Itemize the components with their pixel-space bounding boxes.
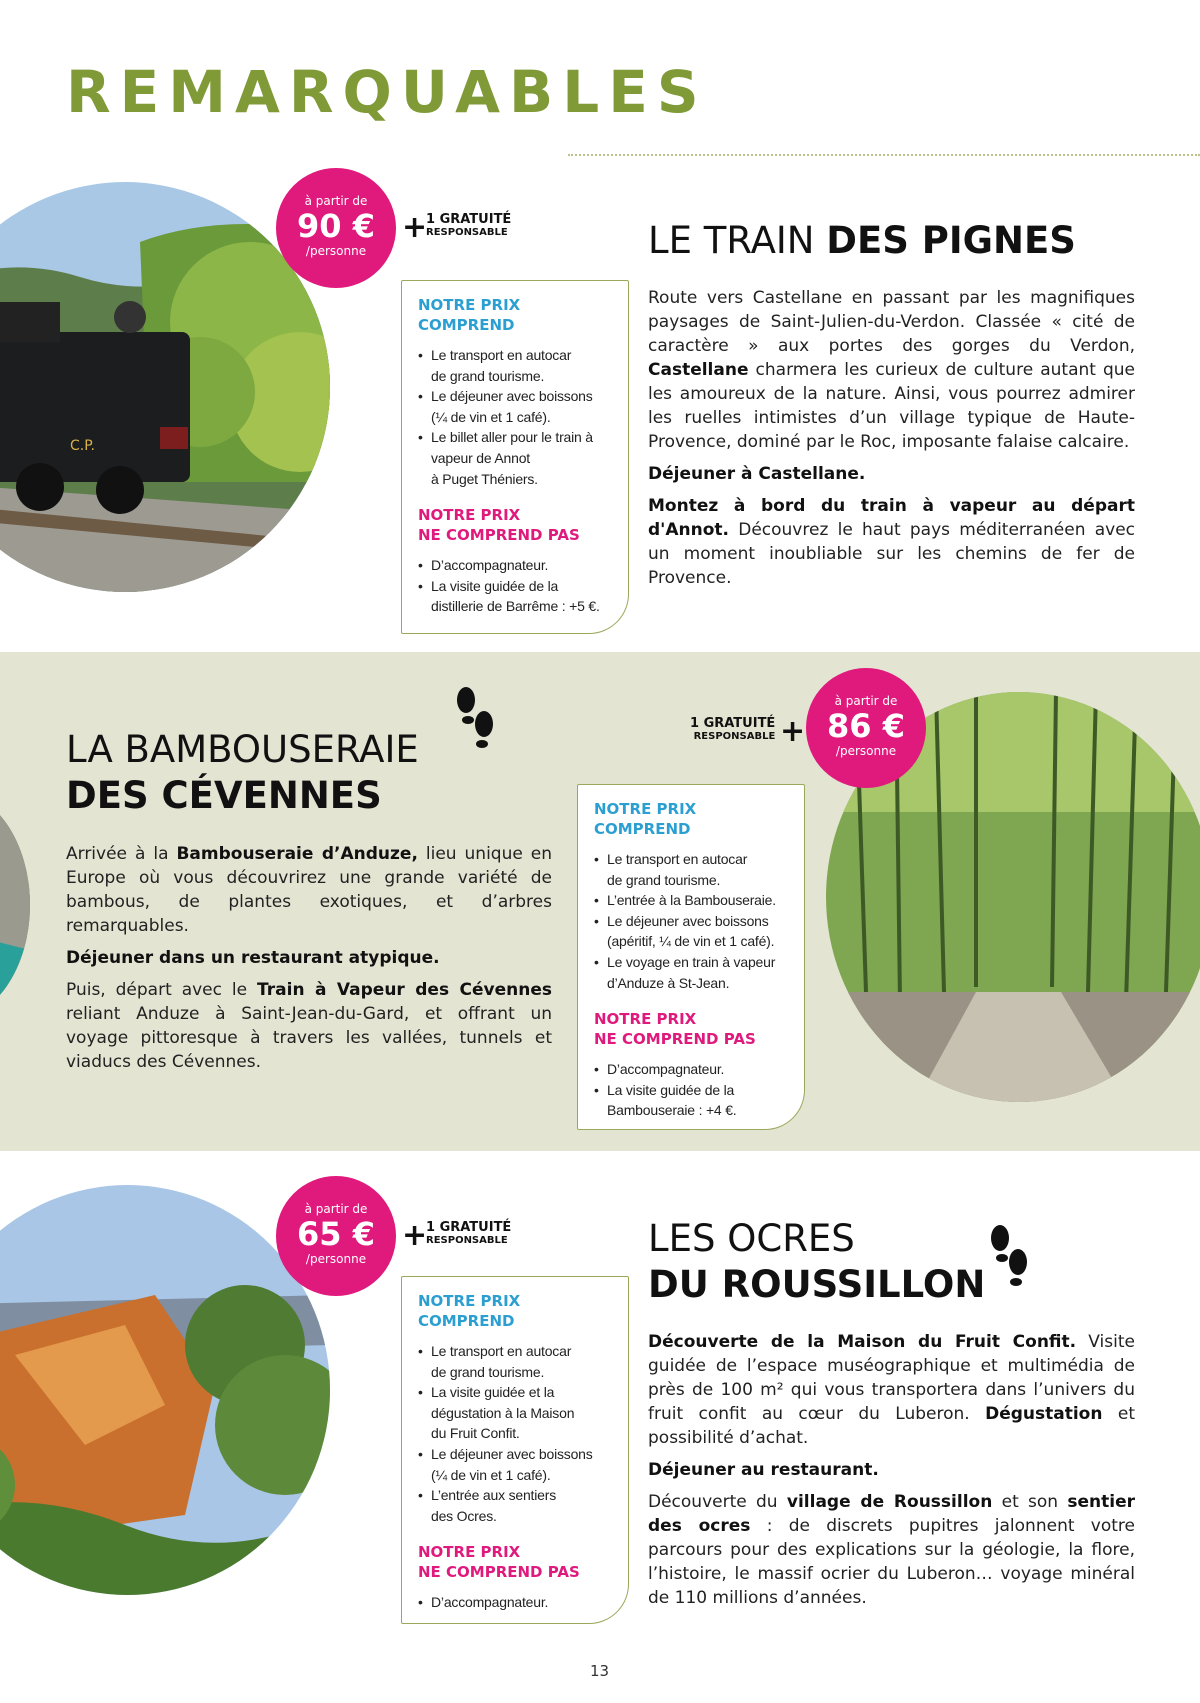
list-item: de grand tourisme.	[431, 367, 545, 384]
text-bold: Bambouseraie d’Anduze,	[176, 844, 418, 864]
title-line1: LA BAMBOUSERAIE	[66, 728, 419, 771]
includes-list	[418, 1341, 612, 1526]
heading-line: NOTRE PRIX	[594, 1010, 697, 1029]
includes-list	[418, 345, 612, 489]
gratuite-label	[402, 1218, 512, 1253]
gratuite-line2: RESPONSABLE	[426, 227, 508, 238]
list-item: • D’accompagnateur.	[594, 1059, 788, 1080]
excludes-heading	[594, 1009, 788, 1049]
section-title	[648, 218, 1076, 264]
excludes-heading	[418, 1542, 612, 1582]
title-line2: DES CÉVENNES	[66, 774, 382, 817]
excludes-list	[418, 1592, 612, 1613]
text-bold: Dégustation	[985, 1404, 1103, 1424]
excludes-list	[418, 555, 612, 617]
list-item: distillerie de Barrême : +5 €.	[431, 598, 600, 615]
list-item: • Le transport en autocar	[418, 1341, 612, 1362]
text-bold: Montez à bord du train à vapeur au départ d'Annot.	[648, 496, 1135, 540]
text-span: lieu unique en Europe où vous découvrirez une grande variété de bambous, de plantes exotiques, et d’arbres remarquables.	[66, 844, 553, 936]
gratuite-line1: 1 GRATUITÉ	[690, 716, 776, 731]
svg-text:C.P.: C.P.	[70, 438, 95, 454]
list-item: • Le transport en autocar	[418, 345, 612, 366]
gratuite-line1: 1 GRATUITÉ	[426, 1220, 512, 1235]
text-span: Arrivée à la	[66, 844, 177, 864]
heading-line: NOTRE PRIX	[418, 1543, 521, 1562]
price-details-box	[577, 784, 805, 1130]
text-bold: village de Roussillon	[786, 1492, 993, 1512]
list-item: • La visite guidée de la	[594, 1080, 788, 1101]
title-light: LE TRAIN	[648, 219, 827, 262]
includes-heading	[418, 1291, 612, 1331]
page-title: REMARQUABLES	[66, 58, 708, 126]
footprints-icon	[452, 684, 498, 754]
price-from-label: à partir de	[834, 694, 898, 708]
text-span: charmera les curieux de culture autant que les amoureux de la nature. Ainsi, vous pourrez admirer les ruelles intimistes d’un village typique de Haute-Provence, dominé par le Roc, imposante falaise calcaire.	[648, 360, 1135, 452]
text-span: Visite guidée de l’espace muséographique et multimédia de près de 100 m² qui vous transportera dans l’univers du fruit confit au cœur du Luberon.	[648, 1332, 1135, 1424]
text-span: : de discrets pupitres jalonnent votre parcours pour des explications sur la géologie, la flore, l’histoire, le massif ocrier du Luberon… voyage minéral de 110 millions d’années.	[648, 1516, 1135, 1608]
paragraph	[648, 1458, 1135, 1482]
price-amount: 90 €	[297, 207, 375, 245]
section-body	[648, 1330, 1135, 1618]
list-item: • Le transport en autocar	[594, 849, 788, 870]
includes-heading	[418, 295, 612, 335]
list-item: • L’entrée à la Bambouseraie.	[594, 890, 788, 911]
heading-line: COMPREND	[418, 1312, 515, 1330]
text-span: Puis, départ avec le	[66, 980, 258, 1000]
text-bold: Train à Vapeur des Cévennes	[257, 980, 552, 1000]
paragraph	[648, 286, 1135, 454]
excludes-list	[594, 1059, 788, 1121]
price-per-label: /personne	[305, 1252, 367, 1266]
plus-icon: +	[780, 714, 806, 749]
list-item: (¼ de vin et 1 café).	[431, 1466, 551, 1483]
includes-heading	[594, 799, 788, 839]
price-per-label: /personne	[835, 744, 897, 758]
list-item: vapeur de Annot	[431, 449, 530, 466]
price-amount: 65 €	[297, 1215, 375, 1253]
price-badge	[276, 168, 396, 288]
list-item: • D’accompagnateur.	[418, 1592, 612, 1613]
section-body	[648, 286, 1135, 598]
section-body	[66, 842, 552, 1082]
price-amount: 86 €	[827, 707, 905, 745]
title-line1: LES OCRES	[648, 1217, 855, 1260]
list-item: (¼ de vin et 1 café).	[431, 408, 551, 425]
excludes-heading	[418, 505, 612, 545]
heading-line: NE COMPREND PAS	[418, 1563, 580, 1582]
list-item: • La visite guidée et la	[418, 1382, 612, 1403]
price-from-label: à partir de	[304, 194, 368, 208]
text-bold: Castellane	[648, 360, 749, 380]
list-item: • Le voyage en train à vapeur	[594, 952, 788, 973]
text-span: et son	[992, 1492, 1068, 1512]
text-span: Route vers Castellane en passant par les magnifiques paysages de Saint-Julien-du-Verdon. Classée « cité de caractère » aux portes des gorges du Verdon,	[648, 288, 1135, 356]
gratuite-label	[690, 714, 806, 749]
text-bold: Découverte de la Maison du Fruit Confit.	[648, 1332, 1077, 1352]
list-item: • D’accompagnateur.	[418, 555, 612, 576]
list-item: du Fruit Confit.	[431, 1425, 520, 1442]
list-item: Bambouseraie : +4 €.	[607, 1102, 737, 1119]
list-item: • Le déjeuner avec boissons	[418, 1444, 612, 1465]
list-item: de grand tourisme.	[607, 871, 721, 888]
gratuite-label	[402, 210, 512, 245]
gratuite-line2: RESPONSABLE	[426, 1235, 508, 1246]
heading-line: NOTRE PRIX	[418, 506, 521, 525]
heading-line: COMPREND	[594, 820, 691, 838]
heading-line: NE COMPREND PAS	[594, 1030, 756, 1049]
paragraph	[648, 494, 1135, 590]
heading-line: NE COMPREND PAS	[418, 526, 580, 545]
text-bold: sentier des ocres	[648, 1492, 1135, 1536]
list-item: de grand tourisme.	[431, 1363, 545, 1380]
price-badge	[276, 1176, 396, 1296]
list-item: à Puget Théniers.	[431, 470, 538, 487]
footprints-icon	[986, 1222, 1032, 1292]
paragraph	[66, 842, 552, 938]
plus-icon: +	[402, 1218, 428, 1253]
heading-line: NOTRE PRIX	[594, 800, 697, 818]
list-item: d’Anduze à St-Jean.	[607, 974, 730, 991]
heading-line: NOTRE PRIX	[418, 1292, 521, 1310]
plus-icon: +	[402, 210, 428, 245]
list-item: • Le billet aller pour le train à	[418, 427, 612, 448]
paragraph	[648, 462, 1135, 486]
paragraph	[648, 1490, 1135, 1610]
paragraph	[66, 946, 552, 970]
price-per-label: /personne	[305, 244, 367, 258]
includes-list	[594, 849, 788, 993]
price-badge	[806, 668, 926, 788]
dotted-divider	[568, 154, 1200, 156]
text-span: reliant Anduze à Saint-Jean-du-Gard, et offrant un voyage pittoresque à travers les vallées, tunnels et viaducs des Cévennes.	[66, 1004, 552, 1072]
list-item: • L’entrée aux sentiers	[418, 1485, 612, 1506]
title-line2: DU ROUSSILLON	[648, 1263, 986, 1306]
text-span: Découverte du	[648, 1492, 787, 1512]
text-bold: Déjeuner dans un restaurant atypique.	[66, 948, 440, 968]
heading-line: NOTRE PRIX	[418, 296, 521, 314]
gratuite-line1: 1 GRATUITÉ	[426, 212, 512, 227]
section-title	[66, 727, 419, 819]
paragraph	[66, 978, 552, 1074]
text-bold: Déjeuner au restaurant.	[648, 1460, 879, 1480]
list-item: (apéritif, ¼ de vin et 1 café).	[607, 933, 775, 950]
text-span: Découvrez le haut pays méditerranéen avec un moment inoubliable sur les chemins de fer de Provence.	[648, 520, 1135, 588]
text-bold: Déjeuner à Castellane.	[648, 464, 866, 484]
list-item: • Le déjeuner avec boissons	[594, 911, 788, 932]
title-bold: DES PIGNES	[826, 219, 1076, 262]
list-item: dégustation à la Maison	[431, 1404, 575, 1421]
paragraph	[648, 1330, 1135, 1450]
text-span: et possibilité d’achat.	[648, 1404, 1135, 1448]
list-item: des Ocres.	[431, 1507, 497, 1524]
heading-line: COMPREND	[418, 316, 515, 334]
list-item: • La visite guidée de la	[418, 576, 612, 597]
price-details-box	[401, 1276, 629, 1624]
list-item: • Le déjeuner avec boissons	[418, 386, 612, 407]
section-title	[648, 1216, 985, 1308]
gratuite-line2: RESPONSABLE	[693, 731, 776, 742]
price-details-box	[401, 280, 629, 634]
page-number: 13	[590, 1662, 610, 1680]
price-from-label: à partir de	[304, 1202, 368, 1216]
